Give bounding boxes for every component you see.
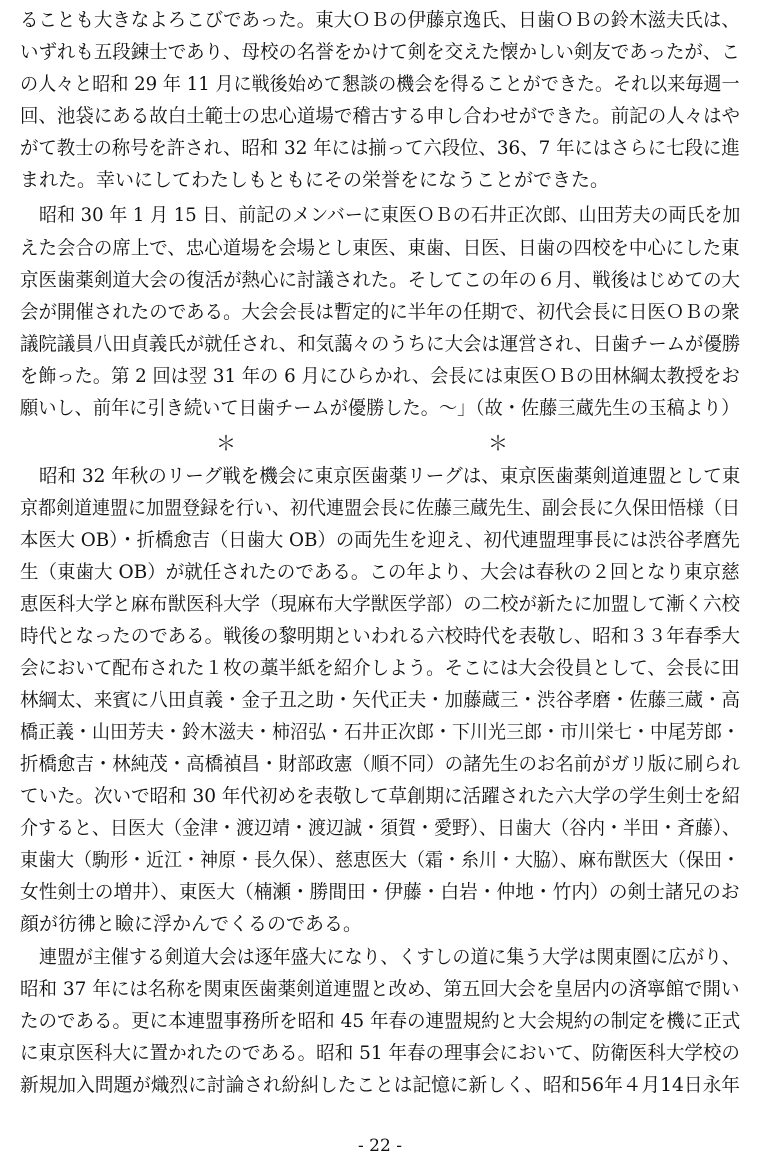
text-line: 京医歯薬剣道大会の復活が熱心に討議された。そしてこの年の６月、戦後はじめての大 [20, 269, 741, 291]
text-line: 折橋愈吉・林純茂・高橋禎昌・財部政憲（順不同）の諸先生のお名前がガリ版に刷られ [20, 753, 741, 775]
text-line: 顔が彷彿と瞼に浮かんでくるのである。 [20, 913, 363, 935]
text-line: 生（東歯大 OB）が就任されたのである。この年より、大会は春秋の２回となり東京慈 [20, 561, 740, 583]
separator-asterisk: ＊ [488, 431, 508, 455]
text-line: を飾った。第 2 回は翌 31 年の 6 月にひらかれ、会長には東医ＯＢの田林綱太教授をお [20, 365, 740, 387]
text-line: 林綱太、来賓に八田貞義・金子丑之助・矢代正夫・加藤蔵三・渋谷孝磨・佐藤三蔵・高 [20, 689, 741, 711]
text-line: 昭和 30 年 1 月 15 日、前記のメンバーに東医ＯＢの石井正次郎、山田芳夫の両氏を加 [39, 204, 741, 226]
text-line: いずれも五段錬士であり、母校の名誉をかけて剣を交えた懐かしい剣友であったが、こ [20, 41, 740, 63]
text-line: ることも大きなよろこびであった。東大ＯＢの伊藤京逸氏、日歯ＯＢの鈴木滋夫氏は、 [20, 9, 740, 31]
text-line: 新規加入問題が熾烈に討論され紛糾したことは記憶に新しく、昭和56年４月14日永年 [20, 1074, 740, 1096]
text-line: 介すると、日医大（金津・渡辺靖・渡辺誠・須賀・愛野）、日歯大（谷内・半田・斉藤）、 [20, 817, 741, 839]
text-line: ていた。次いで昭和 30 年代初めを表敬して草創期に活躍された六大学の学生剣士を紹 [20, 785, 741, 807]
text-line: の人々と昭和 29 年 11 月に戦後始めて懇談の機会を得ることができた。それ以来毎週一 [20, 73, 740, 95]
text-line: 東歯大（駒形・近江・神原・長久保）、慈恵医大（霜・糸川・大脇）、麻布獣医大（保田・ [20, 849, 741, 871]
text-line: 連盟が主催する剣道大会は逐年盛大になり、くすしの道に集う大学は関東圏に広がり、 [39, 946, 741, 968]
text-line: えた会合の席上で、忠心道場を会場とし東医、東歯、日医、日歯の四校を中心にした東 [20, 237, 740, 259]
text-line: 時代となったのである。戦後の黎明期といわれる六校時代を表敬し、昭和３３年春季大 [20, 625, 741, 647]
text-line: 昭和 37 年には名称を関東医歯薬剣道連盟と改め、第五回大会を皇居内の済寧館で開い [20, 978, 740, 1000]
text-line: まれた。幸いにしてわたしもともにその栄誉をになうことができた。 [20, 169, 610, 191]
page-number: - 22 - [358, 1136, 402, 1156]
text-line: 女性剣士の増井）、東医大（楠瀬・勝間田・伊藤・白岩・仲地・竹内）の剣士諸兄のお [20, 881, 740, 903]
text-line: がて教士の称号を許され、昭和 32 年には揃って六段位、36、7 年にはさらに七段に進 [20, 137, 740, 159]
text-line: 議院議員八田貞義氏が就任され、和気藹々のうちに大会は運営され、日歯チームが優勝 [20, 333, 741, 355]
text-line: 橋正義・山田芳夫・鈴木滋夫・柿沼弘・石井正次郎・下川光三郎・市川栄七・中尾芳郎・ [20, 721, 741, 743]
text-line: 回、池袋にある故白土範士の忠心道場で稽古する申し合わせができた。前記の人々はや [20, 105, 741, 127]
text-line: 昭和 32 年秋のリーグ戦を機会に東京医歯薬リーグは、東京医歯薬剣道連盟として東 [39, 465, 741, 487]
text-line: に東京医科大に置かれたのである。昭和 51 年春の理事会において、防衛医科大学校の [20, 1042, 740, 1064]
text-line: 本医大 OB）・折橋愈吉（日歯大 OB）の両先生を迎え、初代連盟理事長には渋谷孝麿先 [20, 529, 740, 551]
text-line: 会が開催されたのである。大会会長は暫定的に半年の任期で、初代会長に日医ＯＢの衆 [20, 301, 740, 323]
separator-asterisk: ＊ [216, 431, 236, 455]
text-line: 願いし、前年に引き続いて日歯チームが優勝した。〜」（故・佐藤三蔵先生の玉稿より） [20, 397, 740, 419]
text-line: たのである。更に本連盟事務所を昭和 45 年春の連盟規約と大会規約の制定を機に正式 [20, 1010, 741, 1032]
text-line: 恵医科大学と麻布獣医科大学（現麻布大学獣医学部）の二校が新たに加盟して漸く六校 [20, 593, 741, 615]
text-line: 会において配布された１枚の藁半紙を紹介しよう。そこには大会役員として、会長に田 [20, 657, 740, 679]
text-line: 京都剣道連盟に加盟登録を行い、初代連盟会長に佐藤三蔵先生、副会長に久保田悟様（日 [20, 497, 741, 519]
